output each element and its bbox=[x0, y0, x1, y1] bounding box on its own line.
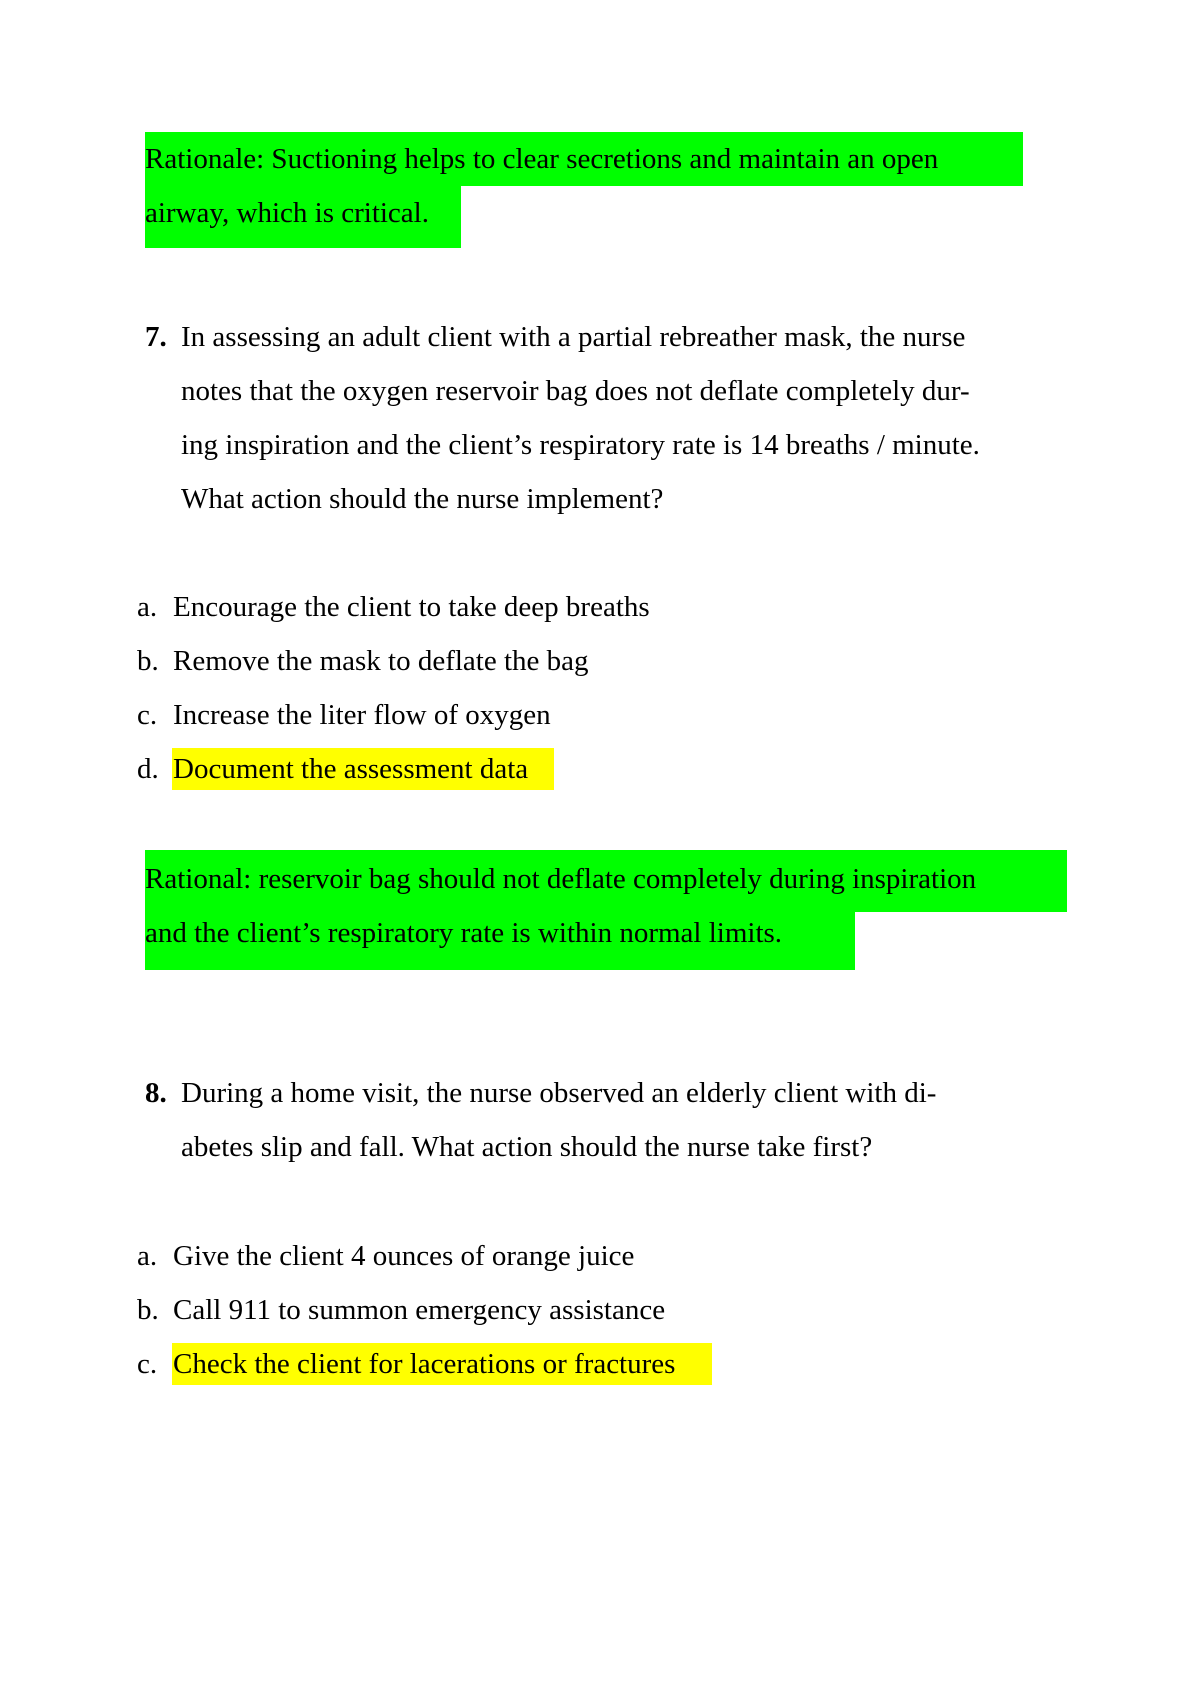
question-8-line1: During a home visit, the nurse observed an elderly client with di- bbox=[181, 1077, 937, 1109]
question-7-line1: In assessing an adult client with a partial rebreather mask, the nurse bbox=[181, 321, 966, 353]
option-letter: a. bbox=[137, 1240, 158, 1272]
option-letter: b. bbox=[137, 1294, 159, 1326]
question-7-option-c: Increase the liter flow of oxygen bbox=[173, 699, 551, 731]
question-7-number: 7. bbox=[145, 321, 167, 353]
question-8-option-b: Call 911 to summon emergency assistance bbox=[173, 1294, 666, 1326]
question-7-option-d: Document the assessment data bbox=[173, 753, 529, 785]
rationale-7-line1: Rational: reservoir bag should not deflate completely during inspiration bbox=[145, 863, 977, 895]
question-8-number: 8. bbox=[145, 1077, 167, 1109]
question-7-option-a: Encourage the client to take deep breaths bbox=[173, 591, 650, 623]
question-8-option-c: Check the client for lacerations or fractures bbox=[173, 1348, 676, 1380]
rationale-6-line2: airway, which is critical. bbox=[145, 197, 429, 229]
option-letter: c. bbox=[137, 699, 158, 731]
rationale-7-line2: and the client’s respiratory rate is within normal limits. bbox=[145, 917, 783, 949]
question-7-line3: ing inspiration and the client’s respiratory rate is 14 breaths / minute. bbox=[181, 429, 980, 461]
option-letter: b. bbox=[137, 645, 159, 677]
question-7-line2: notes that the oxygen reservoir bag does not deflate completely dur- bbox=[181, 375, 970, 407]
question-8-line2: abetes slip and fall. What action should the nurse take first? bbox=[181, 1131, 873, 1163]
option-letter: a. bbox=[137, 591, 158, 623]
question-8-option-a: Give the client 4 ounces of orange juice bbox=[173, 1240, 635, 1272]
question-7-line4: What action should the nurse implement? bbox=[181, 483, 664, 515]
rationale-6-line1: Rationale: Suctioning helps to clear secretions and maintain an open bbox=[145, 143, 939, 175]
option-letter: d. bbox=[137, 753, 159, 785]
option-letter: c. bbox=[137, 1348, 158, 1380]
question-7-option-b: Remove the mask to deflate the bag bbox=[173, 645, 589, 677]
